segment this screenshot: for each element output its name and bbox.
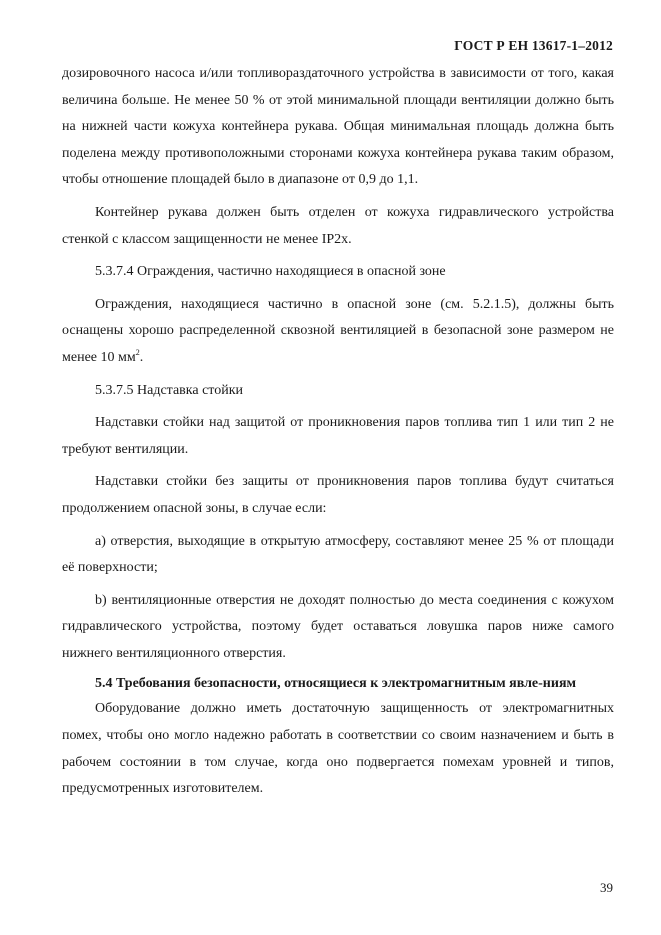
section-heading-5-3-7-5: 5.3.7.5 Надставка стойки (95, 382, 244, 398)
paragraph-guards-text: Ограждения, находящиеся частично в опасной зоне (см. 5.2.1.5), должны быть оснащены хорошо распределенной сквозной вентиляцией в безопасной зоне размером не менее 10 мм (62, 296, 614, 365)
paragraph-column-extensions: Надставки стойки над защитой от проникновения паров топлива тип 1 или тип 2 не требуют вентиляции. (62, 415, 614, 457)
paragraph-emc: Оборудование должно иметь достаточную защищенность от электромагнитных помех, чтобы оно могло надежно работать в соответствии со своим назначением и быть в рабочем состоянии в том случае, когда оно подвергается помехам уровней и типов, предусмотренных изготовителем. (62, 701, 614, 797)
superscript-two: 2 (135, 347, 140, 357)
document-body (62, 61, 614, 803)
paragraph-unprotected-extensions: Надставки стойки без защиты от проникновения паров топлива будут считаться продолжением опасной зоны, в случае если: (62, 474, 614, 516)
paragraph-ventilation-area: дозировочного насоса и/или топливораздаточного устройства в зависимости от того, какая величина больше. Не менее 50 % от этой минимальной площади вентиляции должно быть на нижней части кожуха контейнера рукава. Общая минимальная площадь должна быть поделена между противоположными сторонами кожуха контейнера рукава таким образом, чтобы отношение площадей было в диапазоне от 0,9 до 1,1. (62, 66, 614, 188)
list-item-a: a) отверстия, выходящие в открытую атмосферу, составляют менее 25 % от площади её поверхности; (62, 533, 614, 576)
page-number: 39 (600, 880, 613, 895)
paragraph-guards-end: . (139, 349, 144, 365)
section-heading-5-3-7-4: 5.3.7.4 Ограждения, частично находящиеся в опасной зоне (95, 264, 446, 280)
list-item-b: b) вентиляционные отверстия не доходят полностью до места соединения с кожухом гидравлического устройства, поэтому будет оставаться ловушка паров ниже самого нижнего вентиляционного отверстия. (62, 592, 614, 661)
paragraph-guards (62, 292, 614, 372)
standard-header: ГОСТ Р ЕН 13617-1–2012 (454, 38, 613, 53)
section-heading-5-4: 5.4 Требования безопасности, относящиеся к электромагнитным явле-ниям (95, 676, 577, 692)
paragraph-hose-container: Контейнер рукава должен быть отделен от кожуха гидравлического устройства стенкой с классом защищенности не менее IP2x. (62, 204, 614, 247)
